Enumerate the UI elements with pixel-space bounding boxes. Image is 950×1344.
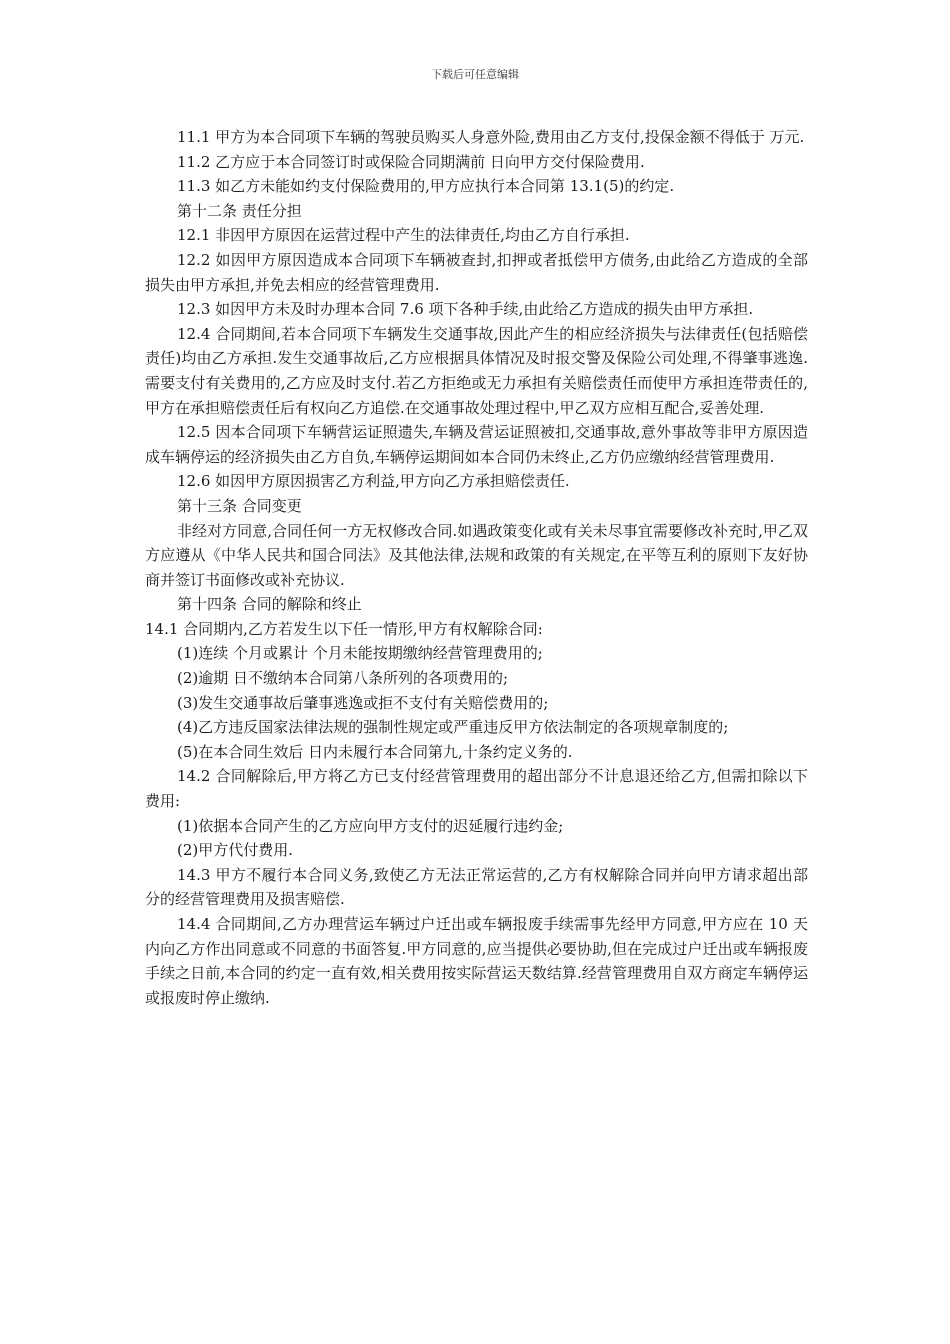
clause-14-1-item-4: (4)乙方违反国家法律法规的强制性规定或严重违反甲方依法制定的各项规章制度的;	[177, 718, 729, 737]
clause-14-1-item-3: (3)发生交通事故后肇事逃逸或拒不支付有关赔偿费用的;	[177, 693, 549, 712]
clause-14-1-item-5: (5)在本合同生效后 日内未履行本合同第九,十条约定义务的.	[177, 742, 573, 761]
clause-14-3: 14.3 甲方不履行本合同义务,致使乙方无法正常运营的,乙方有权解除合同并向甲方请求超出部分的经营管理费用及损害赔偿.	[145, 865, 808, 909]
clause-12-4: 12.4 合同期间,若本合同项下车辆发生交通事故,因此产生的相应经济损失与法律责任(包括赔偿责任)均由乙方承担.发生交通事故后,乙方应根据具体情况及时报交警及保险公司处理,不得肇事逃逸.需要支付有关费用的,乙方应及时支付.若乙方拒绝或无力承担有关赔偿责任而使甲方承担连带责任的,甲方在承担赔偿责任后有权向乙方追偿.在交通事故处理过程中,甲乙双方应相互配合,妥善处理.	[145, 324, 808, 417]
clause-14-1-item-1: (1)连续 个月或累计 个月未能按期缴纳经营管理费用的;	[177, 644, 543, 663]
page-header: 下载后可任意编辑	[431, 68, 519, 81]
article-13-body-start: 非经对方同意,合同任何一方无权修改合同.如遇	[177, 521, 488, 540]
article-13-body	[145, 519, 808, 593]
article-12-heading: 第十二条 责任分担	[177, 201, 302, 220]
clause-11-2: 11.2 乙方应于本合同签订时或保险合同期满前 日向甲方交付保险费用.	[177, 152, 645, 171]
clause-14-2: 14.2 合同解除后,甲方将乙方已支付经营管理费用的超出部分不计息退还给乙方,但需扣除以下费用:	[145, 767, 808, 811]
clause-12-3: 12.3 如因甲方未及时办理本合同 7.6 项下各种手续,由此给乙方造成的损失由甲方承担.	[177, 300, 754, 319]
clause-12-1: 12.1 非因甲方原因在运营过程中产生的法律责任,均由乙方自行承担.	[177, 226, 630, 245]
clause-12-6: 12.6 如因甲方原因损害乙方利益,甲方向乙方承担赔偿责任.	[177, 472, 570, 491]
clause-14-2-item-1: (1)依据本合同产生的乙方应向甲方支付的迟延履行违约金;	[177, 816, 564, 835]
article-14-heading: 第十四条 合同的解除和终止	[177, 595, 362, 614]
clause-12-2: 12.2 如因甲方原因造成本合同项下车辆被查封,扣押或者抵偿甲方债务,由此给乙方造成的全部损失由甲方承担,并免去相应的经营管理费用.	[145, 250, 808, 294]
article-13-body-rest: 变化或有关未尽事宜需要修改补充时,甲乙双方应遵从《中华人民共和国合同法》及其他法律,法规和政策的有关规定,在平等互利的原则下友好协商并签订书面修改或补充协议.	[145, 521, 808, 589]
clause-14-1: 14.1 合同期内,乙方若发生以下任一情形,甲方有权解除合同:	[145, 619, 543, 638]
clause-14-1-item-2: (2)逾期 日不缴纳本合同第八条所列的各项费用的;	[177, 669, 509, 688]
article-13-heading: 第十三条 合同变更	[177, 496, 302, 515]
clause-11-3: 11.3 如乙方未能如约支付保险费用的,甲方应执行本合同第 13.1(5)的约定.	[177, 177, 675, 196]
clause-11-1: 11.1 甲方为本合同项下车辆的驾驶员购买人身意外险,费用由乙方支付,投保金额不得低于 万元.	[177, 128, 805, 146]
policy-link[interactable]: 政策	[487, 521, 518, 540]
clause-14-2-item-2: (2)甲方代付费用.	[177, 841, 294, 860]
clause-12-5: 12.5 因本合同项下车辆营运证照遗失,车辆及营运证照被扣,交通事故,意外事故等非甲方原因造成车辆停运的经济损失由乙方自负,车辆停运期间如本合同仍未终止,乙方仍应缴纳经营管理费用.	[145, 423, 808, 466]
document-body	[145, 125, 808, 1010]
clause-14-4: 14.4 合同期间,乙方办理营运车辆过户迁出或车辆报废手续需事先经甲方同意,甲方应在 10 天内向乙方作出同意或不同意的书面答复.甲方同意的,应当提供必要协助,但在完成过户迁出或车辆报废手续之日前,本合同的约定一直有效,相关费用按实际营运天数结算.经营管理费用自双方商定车辆停运或报废时停止缴纳.	[145, 915, 808, 1007]
